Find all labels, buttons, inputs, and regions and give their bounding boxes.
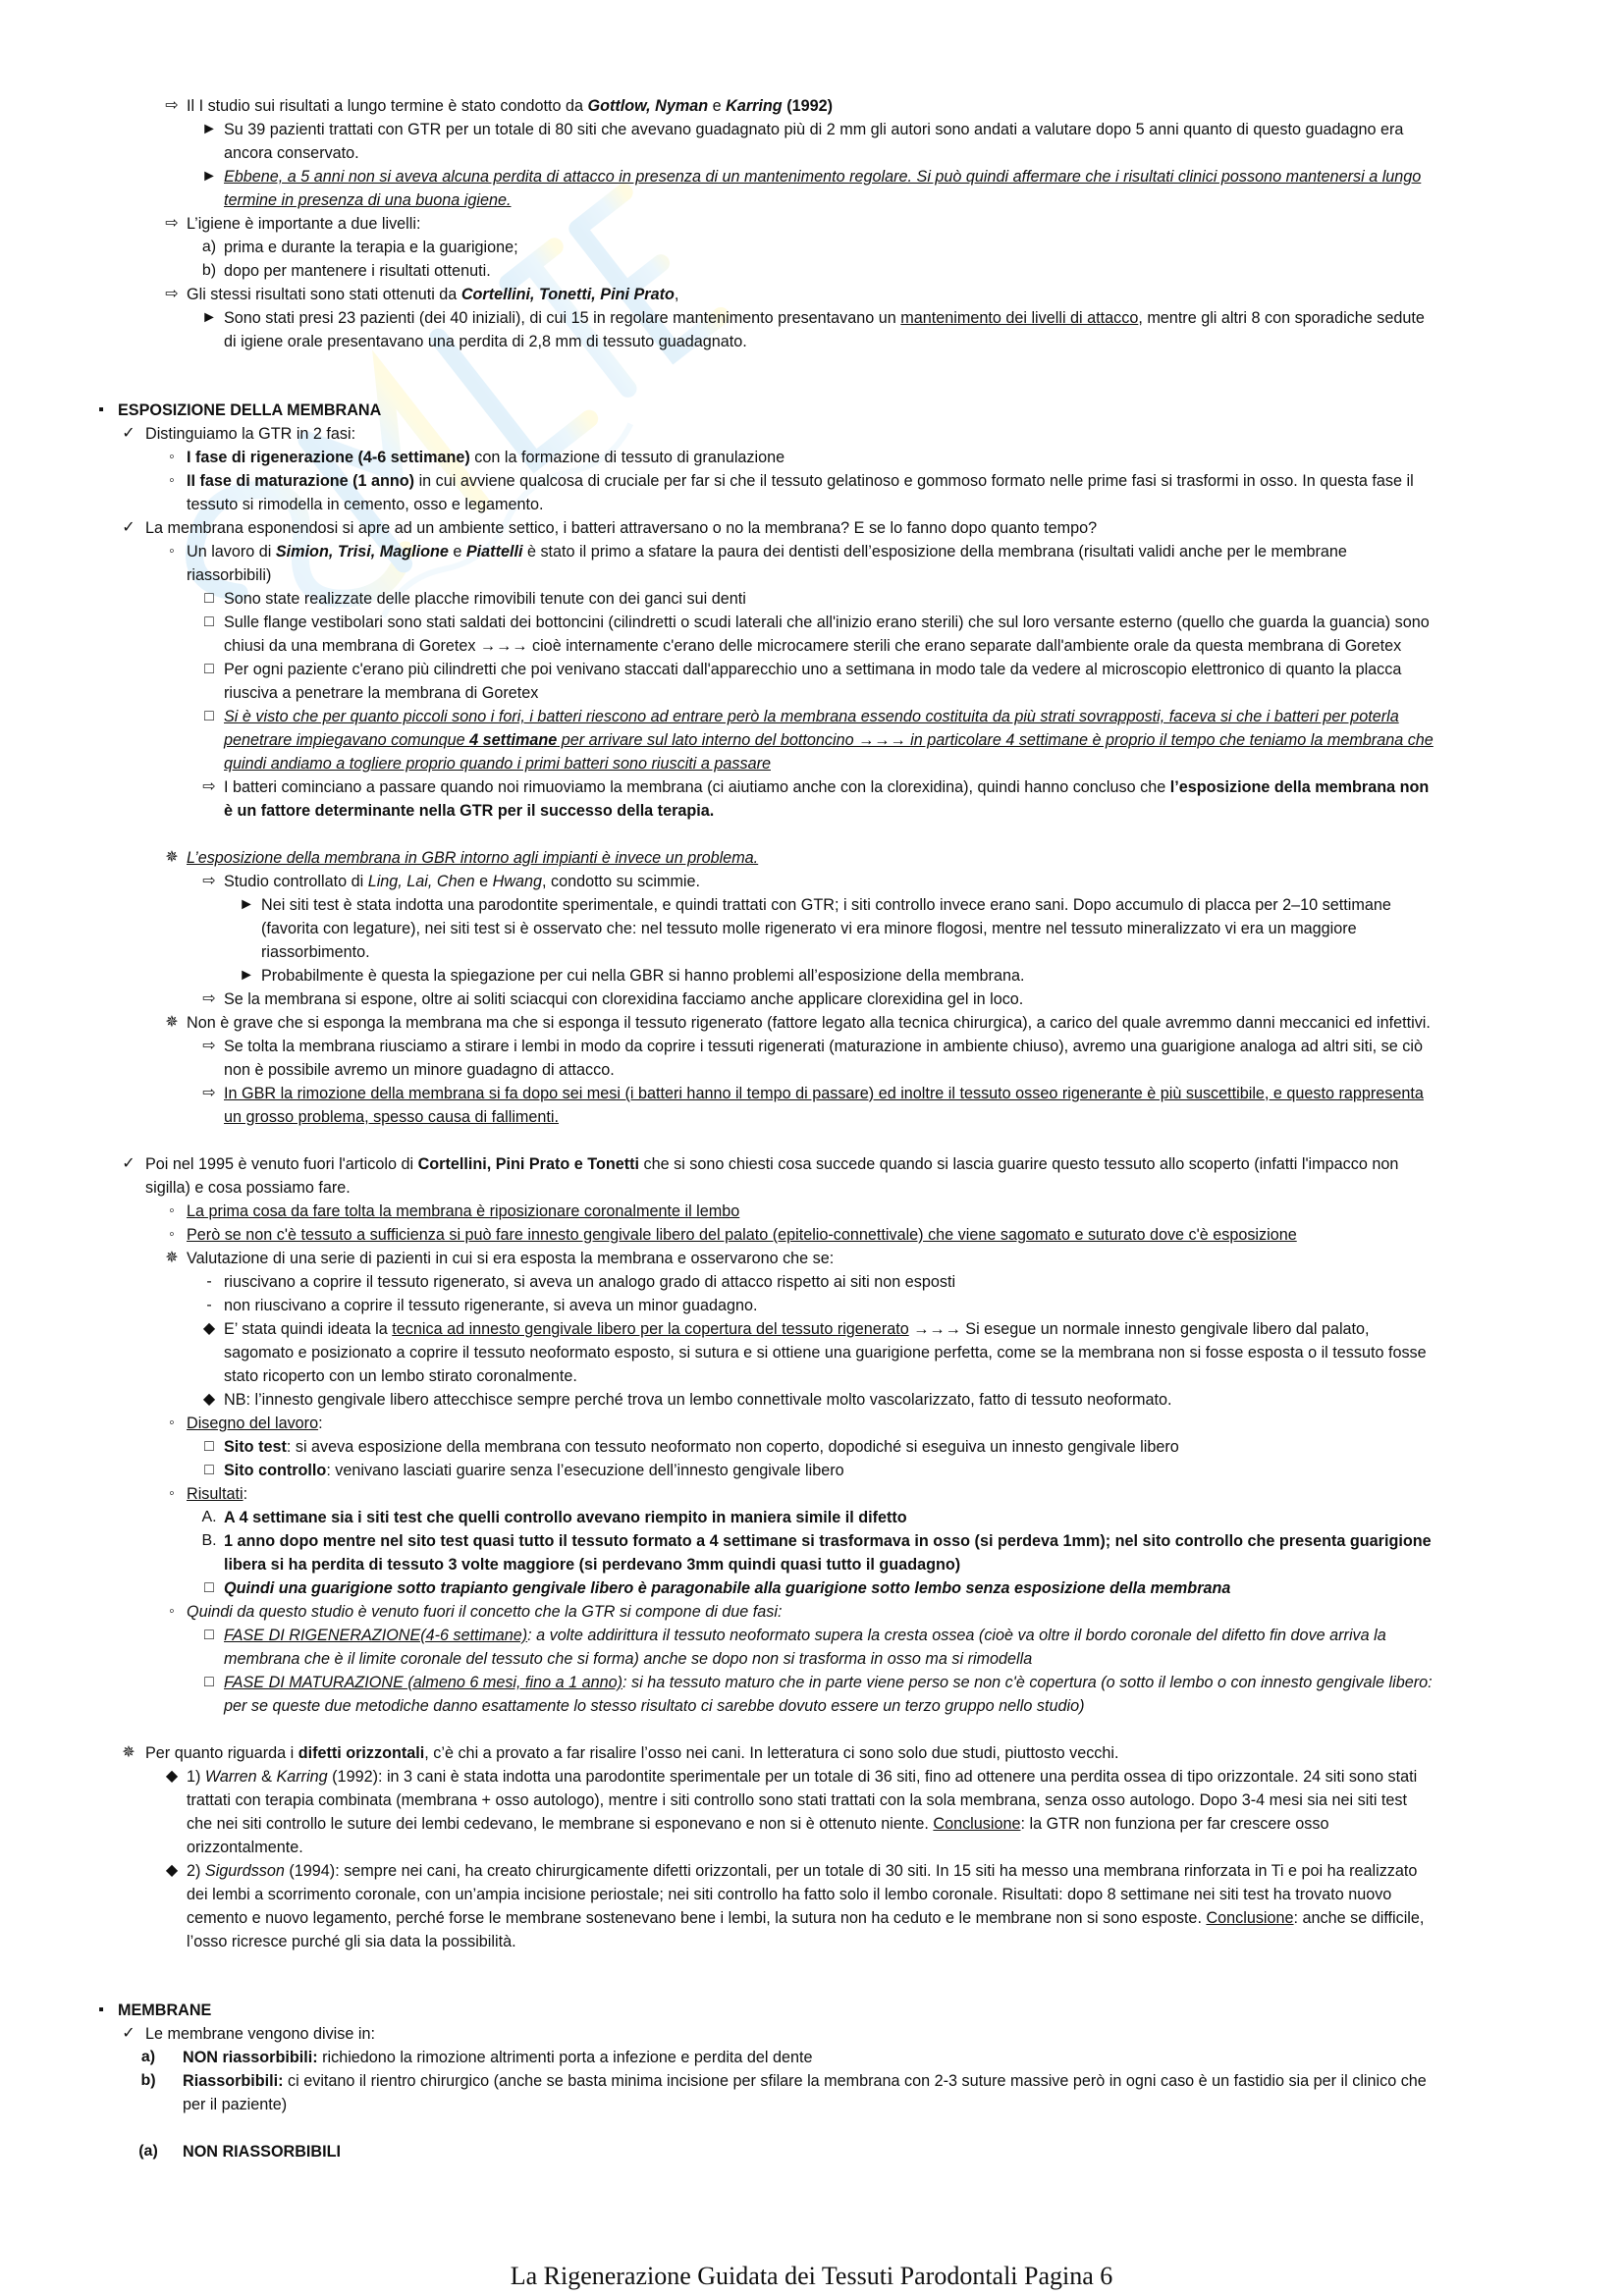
text-segment: 1) xyxy=(187,1768,205,1786)
text-segment: Sono state realizzate delle placche rimovibili tenute con dei ganci sui denti xyxy=(224,590,746,608)
section-heading xyxy=(88,1999,1434,2022)
text-segment: Quindi da questo studio è venuto fuori il concetto che la GTR si compone di due fasi: xyxy=(187,1603,783,1621)
text-segment: : xyxy=(318,1415,323,1432)
list-item xyxy=(88,1859,1434,1953)
bullet-marker: ► xyxy=(239,967,254,984)
list-item xyxy=(88,1152,1434,1200)
list-item xyxy=(88,870,1434,893)
bullet-marker: B. xyxy=(201,1532,217,1549)
text-segment: A 4 settimane sia i siti test che quelli controllo avevano riempito in maniera simile il difetto xyxy=(224,1509,907,1526)
bullet-marker: ⇨ xyxy=(165,215,179,232)
text-segment: NON riassorbibili: xyxy=(183,2049,318,2066)
text-segment: Riassorbibili: xyxy=(183,2072,284,2090)
text-segment: & xyxy=(256,1768,277,1786)
text-segment: Per quanto riguarda i xyxy=(145,1744,298,1762)
bullet-marker: ⇨ xyxy=(202,873,216,889)
bullet-marker: (a) xyxy=(138,2143,158,2160)
text-segment: Karring xyxy=(726,97,783,115)
text-segment: : a volte addirittura il tessuto neoformato supera la cresta ossea (cioè va oltre il bordo coronale del difetto fin dove arriva la membrana che è il limite coronale del tessuto che si forma) anche se dopo non si trasforma in osso ma si rimodella xyxy=(224,1627,1386,1668)
text-segment: , condotto su scimmie. xyxy=(541,873,701,890)
list-item xyxy=(88,1529,1434,1576)
list-item xyxy=(88,469,1434,516)
text-segment: Ling, Lai, Chen xyxy=(367,873,475,890)
list-item xyxy=(88,1247,1434,1270)
text-segment: MEMBRANE xyxy=(118,2002,212,2019)
text-segment: NON RIASSORBIBILI xyxy=(183,2143,341,2161)
list-item xyxy=(88,2046,1434,2069)
text-segment: : xyxy=(243,1485,248,1503)
bullet-marker: □ xyxy=(204,1462,214,1478)
bullet-marker: □ xyxy=(204,1627,214,1643)
text-segment: Un lavoro di xyxy=(187,543,276,561)
text-segment: FASE DI RIGENERAZIONE(4-6 settimane) xyxy=(224,1627,528,1644)
list-item xyxy=(88,118,1434,165)
text-segment: Sito test xyxy=(224,1438,287,1456)
section-heading xyxy=(88,399,1434,422)
text-segment: Nei siti test è stata indotta una parodontite sperimentale, e quindi trattati con GTR; i siti controllo invece erano sani. Dopo accumulo di placca per 2–10 settimane (favorita con legature), nei siti test si è osservato che: nel tessuto molle rigenerato vi era minore flogosi, mentre nel tessuto mineralizzato vi era un maggiore riassorbimento. xyxy=(261,896,1391,961)
list-item xyxy=(88,1459,1434,1482)
text-segment: difetti orizzontali xyxy=(298,1744,425,1762)
text-segment: Le membrane vengono divise in: xyxy=(145,2025,375,2043)
text-segment: Cortellini, Tonetti, Pini Prato xyxy=(460,286,675,303)
text-segment: Hwang xyxy=(492,873,542,890)
list-item xyxy=(88,1435,1434,1459)
text-segment: Si è visto che per quanto piccoli sono i fori, i batteri riescono ad entrare però la membrana essendo costituita da più strati sovrapposti, faceva si che i batteri per poterla penetrare impiegavano comunque xyxy=(224,708,1399,749)
text-segment: Cortellini, Pini Prato e Tonetti xyxy=(417,1155,640,1173)
list-item xyxy=(88,2140,1434,2163)
bullet-marker: □ xyxy=(204,614,214,630)
text-segment: La prima cosa da fare tolta la membrana è riposizionare coronalmente il lembo xyxy=(187,1202,740,1220)
text-segment: L’esposizione della membrana in GBR intorno agli impianti è invece un problema. xyxy=(187,849,759,867)
list-item xyxy=(88,964,1434,988)
text-segment: 4 settimane xyxy=(469,731,558,749)
list-item xyxy=(88,283,1434,306)
text-segment: Simion, Trisi, Maglione xyxy=(275,543,449,561)
bullet-marker: ▪ xyxy=(98,2002,104,2018)
text-segment: Conclusione xyxy=(933,1815,1021,1833)
list-item xyxy=(88,2022,1434,2046)
bullet-marker: ✓ xyxy=(122,425,135,442)
text-segment: Se la membrana si espone, oltre ai soliti sciacqui con clorexidina facciamo anche applicare clorexidina gel in loco. xyxy=(224,990,1024,1008)
text-segment: I batteri cominciano a passare quando noi rimuoviamo la membrana (ci aiutiamo anche con la clorexidina), quindi hanno concluso che xyxy=(224,778,1170,796)
text-segment: Su 39 pazienti trattati con GTR per un totale di 80 siti che avevano guadagnato più di 2 mm gli autori sono andati a valutare dopo 5 anni quanto di questo guadagno era ancora conservato. xyxy=(224,121,1404,162)
text-segment: I fase di rigenerazione (4-6 settimane) xyxy=(187,449,470,466)
list-item xyxy=(88,1294,1434,1317)
bullet-marker: ⇨ xyxy=(165,97,179,114)
bullet-marker: ► xyxy=(201,309,217,326)
text-segment: (1994): sempre nei cani, ha creato chirurgicamente difetti orizzontali, per un totale di 30 siti. In 15 siti ha messo una membrana rinforzata in Ti e poi ha realizzato dei lembi a scorrimento coronale, con un’ampia incisione periostale; nei siti controllo ha fatto solo il lembo coronale. Risultati: dopo 8 settimane nei siti test ha trovato nuovo cemento e nuovo legamento, perché forse le membrane sostenevano bene i lembi, la sutura non ha ceduto e le membrane non si sono esposte. xyxy=(187,1862,1418,1927)
text-segment: FASE DI MATURAZIONE (almeno 6 mesi, fino a 1 anno) xyxy=(224,1674,623,1691)
bullet-marker: □ xyxy=(204,590,214,607)
list-item xyxy=(88,2069,1434,2116)
text-segment: Piattelli xyxy=(465,543,523,561)
text-segment: per arrivare sul lato interno del bottoncino →→→ in particolare 4 settimane è proprio il tempo che teniamo la membrana che quindi andiamo a togliere proprio quando i primi batteri sono riusciti a passare xyxy=(224,731,1434,773)
text-segment: Risultati xyxy=(187,1485,243,1503)
bullet-marker: ✵ xyxy=(165,1250,179,1266)
text-segment: riuscivano a coprire il tessuto rigenerato, si aveva un analogo grado di attacco rispetto ai siti non esposti xyxy=(224,1273,956,1291)
list-item xyxy=(88,1482,1434,1506)
bullet-marker: ◦ xyxy=(169,449,175,465)
bullet-marker: □ xyxy=(204,1674,214,1690)
list-item xyxy=(88,259,1434,283)
page-footer: La Rigenerazione Guidata dei Tessuti Parodontali Pagina 6 xyxy=(510,2262,1113,2290)
text-segment: Disegno del lavoro xyxy=(187,1415,319,1432)
list-item xyxy=(88,1412,1434,1435)
text-segment: L’igiene è importante a due livelli: xyxy=(187,215,421,233)
bullet-marker: ⇨ xyxy=(165,286,179,302)
list-item xyxy=(88,446,1434,469)
list-item xyxy=(88,516,1434,540)
list-item xyxy=(88,165,1434,212)
bullet-marker: ✵ xyxy=(122,1744,135,1761)
text-segment: Sigurdsson xyxy=(204,1862,285,1880)
text-segment: Studio controllato di xyxy=(224,873,368,890)
text-segment: , mentre gli altri 8 con sporadiche sedute di igiene orale presentavano una perdita di 2,8 mm di tessuto guadagnato. xyxy=(224,309,1425,350)
text-segment: : la GTR non funziona per far crescere osso orizzontalmente. xyxy=(187,1815,1329,1856)
bullet-marker: a) xyxy=(201,239,217,255)
text-segment: e xyxy=(448,543,466,561)
text-segment: Ebbene, a 5 anni non si aveva alcuna perdita di attacco in presenza di un mantenimento regolare. Si può quindi affermare che i risultati clinici possono mantenersi a lungo termine in presenza di una buona igiene. xyxy=(224,168,1422,209)
text-segment: , c’è chi a provato a far risalire l’osso nei cani. In letteratura ci sono solo due studi, piuttosto vecchi. xyxy=(424,1744,1119,1762)
spacer xyxy=(88,1953,1434,1999)
text-segment: Poi nel 1995 è venuto fuori l'articolo di xyxy=(145,1155,418,1173)
list-item xyxy=(88,988,1434,1011)
spacer xyxy=(88,823,1434,846)
text-segment: ci evitano il rientro chirurgico (anche se basta minima incisione per sfilare la membrana con 2-3 suture massive però in ogni caso è un fastidio sia per il clinico che per il paziente) xyxy=(183,2072,1427,2113)
bullet-marker: - xyxy=(206,1273,212,1290)
text-segment: Sono stati presi 23 pazienti (dei 40 iniziali), di cui 15 in regolare mantenimento presentavano un xyxy=(224,309,901,327)
list-item xyxy=(88,540,1434,587)
text-segment: Probabilmente è questa la spiegazione per cui nella GBR si hanno problemi all’esposizione della membrana. xyxy=(261,967,1025,985)
text-segment: Conclusione xyxy=(1206,1909,1294,1927)
text-segment: (1992): in 3 cani è stata indotta una parodontite sperimentale per un totale di 36 siti, fino ad ottenere una perdita ossea di tipo orizzontale. 24 siti sono stati trattati con terapia combinata (membrana + osso autologo), mentre i siti controllo sono stati trattati con la sola membrana, senza osso autologo. Dopo 3-4 mesi sia nei siti test che nei siti controllo le suture dei lembi cedevano, le membrane si esponevano e non si è ottenuto niente. xyxy=(187,1768,1418,1833)
bullet-marker: ⇨ xyxy=(202,1085,216,1101)
list-item xyxy=(88,1035,1434,1082)
bullet-marker: b) xyxy=(140,2072,156,2089)
bullet-marker: ◦ xyxy=(169,1202,175,1219)
text-segment: e xyxy=(708,97,727,115)
bullet-marker: □ xyxy=(204,1579,214,1596)
spacer xyxy=(88,1718,1434,1741)
text-segment: Warren xyxy=(204,1768,257,1786)
list-item xyxy=(88,846,1434,870)
bullet-marker: A. xyxy=(201,1509,217,1525)
list-item xyxy=(88,1506,1434,1529)
bullet-marker: ► xyxy=(201,168,217,185)
text-segment: Non è grave che si esponga la membrana ma che si esponga il tessuto rigenerato (fattore legato alla tecnica chirurgica), a carico del quale avremmo danni meccanici ed infettivi. xyxy=(187,1014,1431,1032)
text-segment: Se tolta la membrana riusciamo a stirare i lembi in modo da coprire i tessuti rigenerati (maturazione in ambiente chiuso), avremo una guarigione analoga ad altri siti, se ciò non è possibile avremo un minore guadagno di attacco. xyxy=(224,1038,1423,1079)
list-item xyxy=(88,1600,1434,1624)
bullet-marker: ◆ xyxy=(165,1862,179,1879)
bullet-marker: ✵ xyxy=(165,1014,179,1031)
text-segment: è stato il primo a sfatare la paura dei dentisti dell’esposizione della membrana (risultati validi anche per le membrane riassorbibili) xyxy=(187,543,1347,584)
bullet-marker: b) xyxy=(201,262,217,279)
text-segment: mantenimento dei livelli di attacco xyxy=(900,309,1139,327)
bullet-marker: - xyxy=(206,1297,212,1313)
text-segment: : anche se difficile, l’osso ricresce purché gli sia data la possibilità. xyxy=(187,1909,1425,1950)
bullet-marker: ► xyxy=(201,121,217,137)
list-item xyxy=(88,1270,1434,1294)
text-segment: l’esposizione della membrana non è un fattore determinante nella GTR per il successo della terapia. xyxy=(224,778,1430,820)
bullet-marker: ▪ xyxy=(98,401,104,418)
text-segment: La membrana esponendosi si apre ad un ambiente settico, i batteri attraversano o no la membrana? E se lo fanno dopo quanto tempo? xyxy=(145,519,1098,537)
bullet-marker: ✓ xyxy=(122,2025,135,2042)
spacer xyxy=(88,1129,1434,1152)
bullet-marker: □ xyxy=(204,1438,214,1455)
list-item xyxy=(88,893,1434,964)
document-body xyxy=(88,94,1434,2163)
text-segment: : si aveva esposizione della membrana con tessuto neoformato non coperto, dopodiché si eseguiva un innesto gengivale libero xyxy=(286,1438,1179,1456)
bullet-marker: ◦ xyxy=(169,1415,175,1431)
bullet-marker: ◦ xyxy=(169,1226,175,1243)
bullet-marker: ◦ xyxy=(169,472,175,489)
list-item xyxy=(88,1576,1434,1600)
list-item xyxy=(88,658,1434,705)
text-segment: Gli stessi risultati sono stati ottenuti da xyxy=(187,286,461,303)
list-item xyxy=(88,1765,1434,1859)
list-item xyxy=(88,306,1434,353)
text-segment: tecnica ad innesto gengivale libero per la copertura del tessuto rigenerato xyxy=(392,1320,909,1338)
bullet-marker: ◆ xyxy=(165,1768,179,1785)
text-segment: 2) xyxy=(187,1862,205,1880)
text-segment: →→→ Si esegue un normale innesto gengivale libero dal palato, sagomato e posizionato a coprire il tessuto neoformato esposto, si sutura e si ottiene una guarigione perfetta, come se la membrana non si fosse esposta o il tessuto fosse stato ricoperto con un lembo stirato coronalmente. xyxy=(224,1320,1427,1385)
text-segment: Distinguiamo la GTR in 2 fasi: xyxy=(145,425,356,443)
text-segment: : si ha tessuto maturo che in parte viene perso se non c'è copertura (o sotto il lembo o con innesto gengivale libero: per se queste due metodiche danno esattamente lo stesso risultato ci sarebbe dovuto essere un terzo gruppo nello studio) xyxy=(224,1674,1433,1715)
bullet-marker: ◦ xyxy=(169,1603,175,1620)
text-segment: E’ stata quindi ideata la xyxy=(224,1320,393,1338)
text-segment: Gottlow, Nyman xyxy=(587,97,709,115)
list-item xyxy=(88,1200,1434,1223)
list-item xyxy=(88,94,1434,118)
text-segment: in cui avviene qualcosa di cruciale per far si che il tessuto gelatinoso e gommoso formato nelle prime fasi si trasformi in osso. In questa fase il tessuto si rimodella in cemento, osso e legamento. xyxy=(187,472,1414,513)
text-segment: Sulle flange vestibolari sono stati saldati dei bottoncini (cilindretti o scudi laterali che all'inizio erano sterili) che sul loro versante esterno (quello che guarda la guancia) sono chiusi da una membrana di Goretex →→→ cioè internamente c'erano delle microcamere sterili che erano separate dall'ambiente orale da questa membrana di Goretex xyxy=(224,614,1430,655)
list-item xyxy=(88,1317,1434,1388)
bullet-marker: a) xyxy=(140,2049,156,2065)
bullet-marker: ◆ xyxy=(202,1391,216,1408)
text-segment: : venivano lasciati guarire senza l’esecuzione dell’innesto gengivale libero xyxy=(326,1462,844,1479)
text-segment: Karring xyxy=(276,1768,328,1786)
list-item xyxy=(88,422,1434,446)
bullet-marker: ✓ xyxy=(122,1155,135,1172)
text-segment: che si sono chiesti cosa succede quando si lascia guarire questo tessuto allo scoperto (infatti l'impacco non sigilla) e cosa possiamo fare. xyxy=(145,1155,1399,1197)
text-segment: Il I studio sui risultati a lungo termine è stato condotto da xyxy=(187,97,588,115)
bullet-marker: ◆ xyxy=(202,1320,216,1337)
bullet-marker: ► xyxy=(239,896,254,913)
bullet-marker: □ xyxy=(204,661,214,677)
text-segment: prima e durante la terapia e la guarigione; xyxy=(224,239,518,256)
bullet-marker: □ xyxy=(204,708,214,724)
list-item xyxy=(88,705,1434,775)
list-item xyxy=(88,775,1434,823)
bullet-marker: ⇨ xyxy=(202,778,216,795)
text-segment: Sito controllo xyxy=(224,1462,327,1479)
list-item xyxy=(88,1741,1434,1765)
list-item xyxy=(88,212,1434,236)
text-segment: Quindi una guarigione sotto trapianto gengivale libero è paragonabile alla guarigione sotto lembo senza esposizione della membrana xyxy=(224,1579,1231,1597)
text-segment: NB: l’innesto gengivale libero attecchisce sempre perché trova un lembo connettivale molto vascolarizzato, fatto di tessuto neoformato. xyxy=(224,1391,1172,1409)
text-segment: 1 anno dopo mentre nel sito test quasi tutto il tessuto formato a 4 settimane si trasformava in osso (si perdeva 1mm); nel sito controllo che presenta guarigione libera si ha perdita di tessuto 3 volte maggiore (si perdevano 3mm quindi quasi tutto il guadagno) xyxy=(224,1532,1432,1574)
bullet-marker: ✵ xyxy=(165,849,179,866)
text-segment: (1992) xyxy=(782,97,833,115)
list-item xyxy=(88,1624,1434,1671)
text-segment: II fase di maturazione (1 anno) xyxy=(187,472,415,490)
text-segment: dopo per mantenere i risultati ottenuti. xyxy=(224,262,491,280)
text-segment: In GBR la rimozione della membrana si fa dopo sei mesi (i batteri hanno il tempo di passare) ed inoltre il tessuto osseo rigenerante è più suscettibile, e questo rappresenta un grosso problema, spesso causa di fallimenti. xyxy=(224,1085,1424,1126)
spacer xyxy=(88,2116,1434,2140)
bullet-marker: ⇨ xyxy=(202,1038,216,1054)
bullet-marker: ✓ xyxy=(122,519,135,536)
bullet-marker: ◦ xyxy=(169,1485,175,1502)
list-item xyxy=(88,236,1434,259)
list-item xyxy=(88,1223,1434,1247)
text-segment: Per ogni paziente c'erano più cilindretti che poi venivano staccati dall'apparecchio uno a settimana in modo tale da vedere al microscopio elettronico di quanto la placca riusciva a penetrare la membrana di Goretex xyxy=(224,661,1402,702)
bullet-marker: ⇨ xyxy=(202,990,216,1007)
text-segment: Valutazione di una serie di pazienti in cui si era esposta la membrana e osservarono che se: xyxy=(187,1250,835,1267)
list-item xyxy=(88,587,1434,611)
list-item xyxy=(88,1388,1434,1412)
list-item xyxy=(88,1011,1434,1035)
list-item xyxy=(88,1082,1434,1129)
text-segment: non riuscivano a coprire il tessuto rigenerante, si aveva un minor guadagno. xyxy=(224,1297,758,1314)
list-item xyxy=(88,611,1434,658)
text-segment: ESPOSIZIONE DELLA MEMBRANA xyxy=(118,401,382,419)
bullet-marker: ◦ xyxy=(169,543,175,560)
text-segment: e xyxy=(474,873,493,890)
text-segment: , xyxy=(674,286,679,303)
list-item xyxy=(88,1671,1434,1718)
text-segment: Però se non c'è tessuto a sufficienza si può fare innesto gengivale libero del palato (epitelio-connettivale) che viene sagomato e suturato dove c'è esposizione xyxy=(187,1226,1297,1244)
text-segment: richiedono la rimozione altrimenti porta a infezione e perdita del dente xyxy=(317,2049,813,2066)
spacer xyxy=(88,353,1434,399)
text-segment: con la formazione di tessuto di granulazione xyxy=(469,449,785,466)
